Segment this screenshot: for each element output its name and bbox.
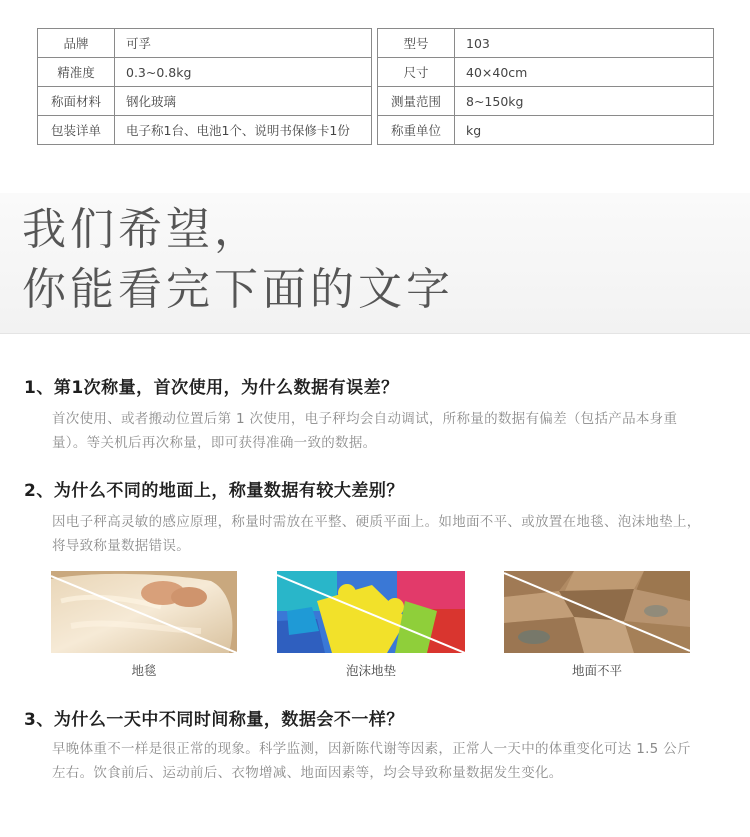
spec-table-left bbox=[37, 28, 372, 145]
foam-mat-photo bbox=[277, 571, 465, 653]
spec-row bbox=[38, 116, 372, 145]
spec-key: 精准度 bbox=[38, 58, 115, 87]
spec-row bbox=[378, 116, 714, 145]
spec-key: 称面材料 bbox=[38, 87, 115, 116]
carpet-caption: 地毯 bbox=[131, 663, 157, 678]
spec-value: 电子称1台、电池1个、说明书保修卡1份 bbox=[115, 116, 372, 145]
faq-answer-3: 早晚体重不一样是很正常的现象。科学监测，因新陈代谢等因素，正常人一天中的体重变化可达 1.5 公斤左右。饮食前后、运动前后、衣物增减、地面因素等，均会导致称量数据发生变化。 bbox=[52, 741, 691, 781]
spec-row bbox=[38, 29, 372, 58]
carpet-photo bbox=[51, 571, 237, 653]
spec-row bbox=[378, 29, 714, 58]
headline-line-1: 我们希望， bbox=[22, 204, 262, 255]
spec-value: 钢化玻璃 bbox=[115, 87, 372, 116]
spec-key: 包装详单 bbox=[38, 116, 115, 145]
spec-value: 可孚 bbox=[115, 29, 372, 58]
spec-value: 8~150kg bbox=[455, 87, 714, 116]
spec-key: 型号 bbox=[378, 29, 455, 58]
headline-line-2: 你能看完下面的文字 bbox=[22, 264, 454, 315]
foam-mat-caption: 泡沫地垫 bbox=[345, 663, 396, 678]
spec-key: 品牌 bbox=[38, 29, 115, 58]
spec-key: 尺寸 bbox=[378, 58, 455, 87]
spec-value: 40×40cm bbox=[455, 58, 714, 87]
spec-row bbox=[38, 87, 372, 116]
spec-key: 称重单位 bbox=[378, 116, 455, 145]
spec-table-right bbox=[377, 28, 714, 145]
faq-question-2: 2、为什么不同的地面上，称量数据有较大差别？ bbox=[24, 481, 404, 501]
spec-row bbox=[378, 58, 714, 87]
spec-value: kg bbox=[455, 116, 714, 145]
uneven-floor-caption: 地面不平 bbox=[571, 663, 622, 678]
faq-answer-1: 首次使用、或者搬动位置后第 1 次使用，电子秤均会自动调试，所称量的数据有偏差（包括产品本身重量）。等关机后再次称量，即可获得准确一致的数据。 bbox=[52, 411, 678, 451]
spec-value: 0.3~0.8kg bbox=[115, 58, 372, 87]
headline-banner bbox=[0, 193, 750, 334]
faq-question-3: 3、为什么一天中不同时间称量，数据会不一样？ bbox=[24, 710, 404, 730]
spec-row bbox=[38, 58, 372, 87]
faq-question-1: 1、第1次称量，首次使用，为什么数据有误差？ bbox=[24, 378, 399, 398]
spec-row bbox=[378, 87, 714, 116]
uneven-floor-photo bbox=[504, 571, 690, 653]
spec-key: 测量范围 bbox=[378, 87, 455, 116]
faq-answer-2: 因电子秤高灵敏的感应原理，称量时需放在平整、硬质平面上。如地面不平、或放置在地毯、泡沫地垫上，将导致称量数据错误。 bbox=[52, 514, 701, 554]
spec-value: 103 bbox=[455, 29, 714, 58]
